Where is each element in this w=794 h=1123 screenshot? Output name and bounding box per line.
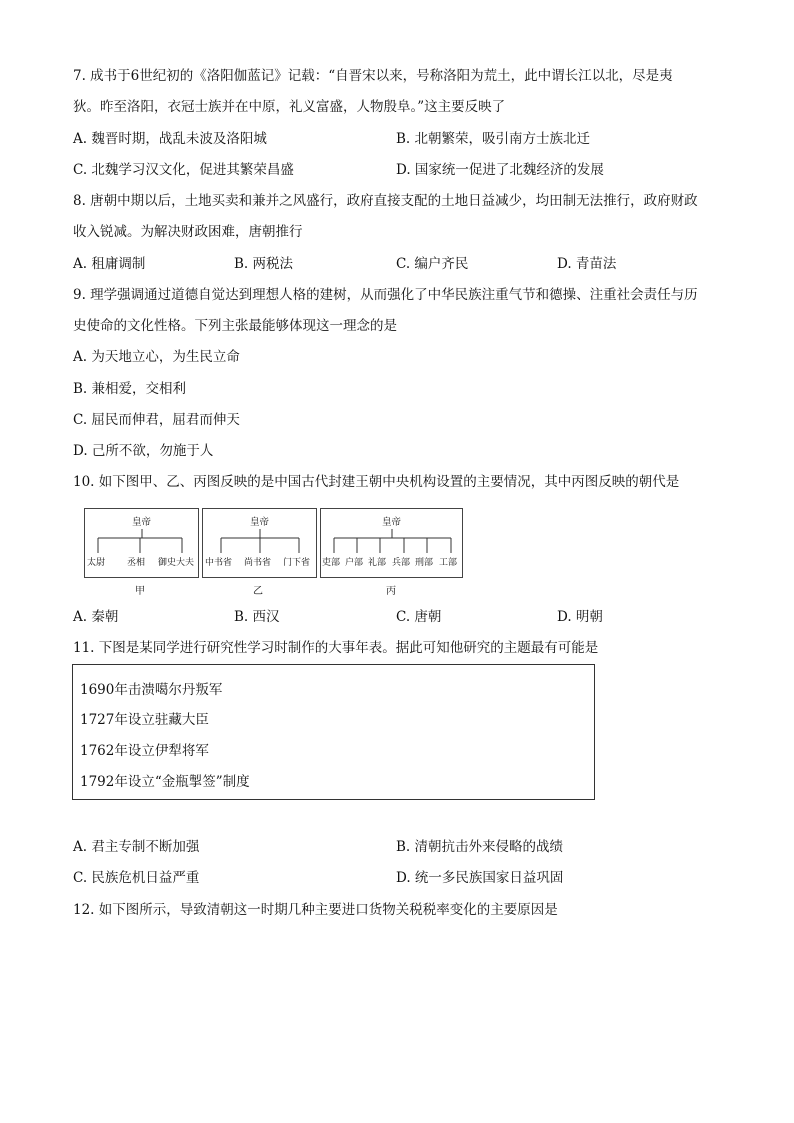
diagram-yi-child: 尚书省 [244, 558, 272, 568]
diagram-yi-label: 乙 [253, 586, 263, 597]
q9-stem-line2: 史使命的文化性格。下列主张最能够体现这一理念的是 [73, 318, 397, 334]
timeline-item: 1690年击溃噶尔丹叛军 [80, 682, 223, 698]
q10-stem-line1: 10. 如下图甲、乙、丙图反映的是中国古代封建王朝中央机构设置的主要情况，其中丙图反映的朝代是 [73, 474, 680, 490]
q8-option-a: A. 租庸调制 [73, 256, 146, 272]
q8-option-c: C. 编户齐民 [396, 256, 469, 272]
timeline-item: 1727年设立驻藏大臣 [80, 712, 209, 728]
q8-option-b: B. 两税法 [234, 256, 294, 272]
diagram-jia [84, 508, 199, 578]
q8-option-d: D. 青苗法 [557, 256, 617, 272]
q7-option-d: D. 国家统一促进了北魏经济的发展 [396, 162, 604, 178]
timeline-item: 1762年设立伊犁将军 [80, 743, 209, 759]
q9-option-d: D. 己所不欲，勿施于人 [73, 443, 214, 459]
q9-option-b: B. 兼相爱，交相利 [73, 381, 187, 397]
q7-option-a: A. 魏晋时期，战乱未波及洛阳城 [73, 131, 267, 147]
q10-option-c: C. 唐朝 [396, 609, 442, 625]
diagram-bing-child: 工部 [439, 558, 458, 568]
q12-stem-line1: 12. 如下图所示，导致清朝这一时期几种主要进口货物关税税率变化的主要原因是 [73, 902, 558, 918]
diagram-yi-child: 中书省 [205, 558, 233, 568]
diagram-jia-child: 丞相 [127, 558, 146, 568]
q10-option-b: B. 西汉 [234, 609, 280, 625]
q8-stem-line1: 8. 唐朝中期以后，土地买卖和兼并之风盛行，政府直接支配的土地日益减少，均田制无法推行，政府财政 [73, 193, 698, 209]
diagram-bing-connectors [321, 509, 464, 579]
q11-option-b: B. 清朝抗击外来侵略的战绩 [396, 839, 564, 855]
diagram-jia-connectors [85, 509, 200, 579]
diagram-jia-child: 太尉 [87, 558, 106, 568]
diagram-bing-label: 丙 [386, 586, 396, 597]
q11-option-d: D. 统一多民族国家日益巩固 [396, 870, 564, 886]
q9-stem-line1: 9. 理学强调通过道德自觉达到理想人格的建树，从而强化了中华民族注重气节和德操、注重社会责任与历 [73, 287, 698, 303]
q7-stem-line1: 7. 成书于6世纪初的《洛阳伽蓝记》记载：“自晋宋以来，号称洛阳为荒土，此中谓长江以北，尽是夷 [73, 68, 673, 84]
diagram-bing-child: 吏部 [322, 558, 341, 568]
diagram-bing [320, 508, 463, 578]
q11-option-c: C. 民族危机日益严重 [73, 870, 200, 886]
diagram-jia-child: 御史大夫 [158, 558, 195, 568]
diagram-jia-label: 甲 [135, 586, 145, 597]
timeline-box [72, 664, 595, 800]
q11-stem-line1: 11. 下图是某同学进行研究性学习时制作的大事年表。据此可知他研究的主题最有可能是 [73, 640, 599, 656]
diagram-yi-title: 皇帝 [249, 517, 269, 528]
diagram-yi-child: 门下省 [283, 558, 311, 568]
q10-option-d: D. 明朝 [557, 609, 603, 625]
q9-option-a: A. 为天地立心，为生民立命 [73, 349, 240, 365]
q10-option-a: A. 秦朝 [73, 609, 119, 625]
diagram-jia-title: 皇帝 [131, 517, 151, 528]
diagram-bing-child: 户部 [345, 558, 364, 568]
q8-stem-line2: 收入锐减。为解决财政困难，唐朝推行 [73, 224, 303, 240]
diagram-bing-child: 刑部 [415, 558, 434, 568]
q9-option-c: C. 屈民而伸君，屈君而伸天 [73, 412, 240, 428]
q11-option-a: A. 君主专制不断加强 [73, 839, 200, 855]
q7-option-b: B. 北朝繁荣，吸引南方士族北迁 [396, 131, 591, 147]
diagram-yi [202, 508, 317, 578]
diagram-bing-child: 礼部 [368, 558, 387, 568]
diagram-bing-title: 皇帝 [381, 517, 401, 528]
q7-stem-line2: 狄。昨至洛阳，衣冠士族并在中原，礼义富盛，人物殷阜。”这主要反映了 [73, 99, 506, 115]
diagram-bing-child: 兵部 [392, 558, 411, 568]
timeline-item: 1792年设立“金瓶掣签”制度 [80, 774, 250, 790]
q7-option-c: C. 北魏学习汉文化，促进其繁荣昌盛 [73, 162, 294, 178]
diagram-yi-connectors [203, 509, 318, 579]
